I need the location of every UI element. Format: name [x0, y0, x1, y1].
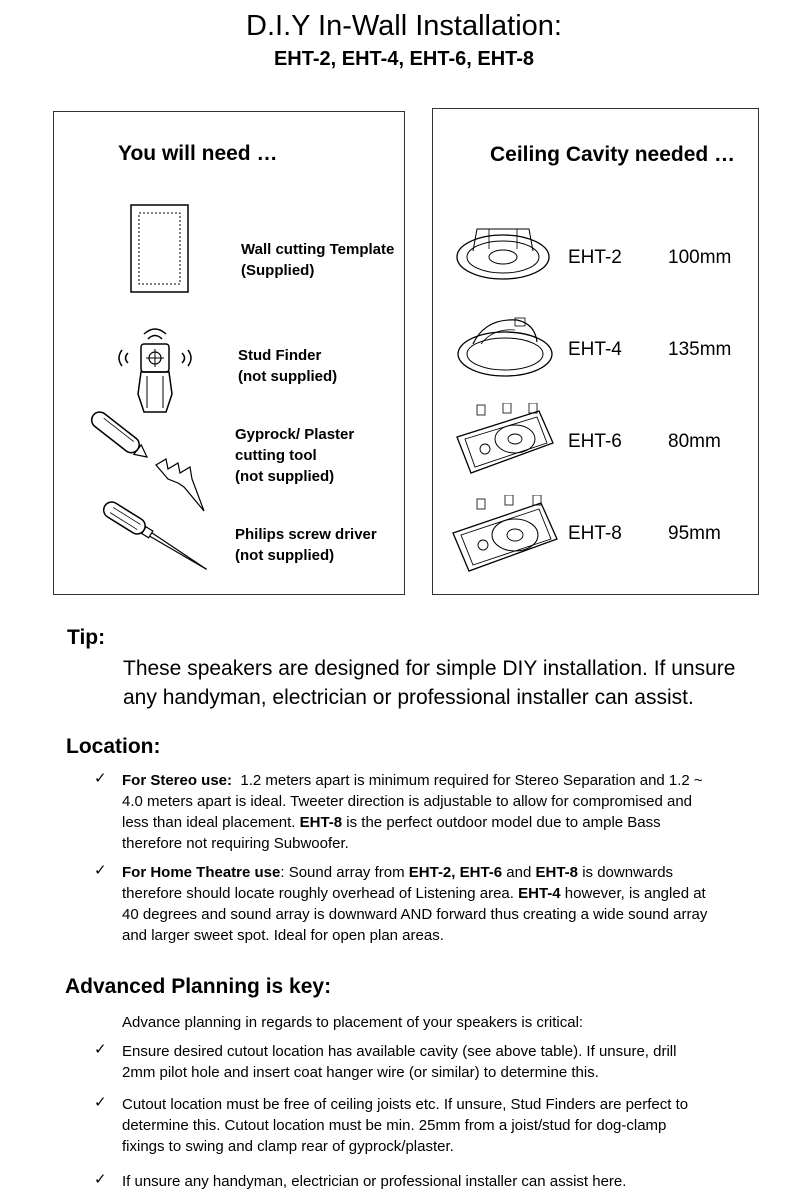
- cavity-model-eht8: EHT-8: [568, 523, 622, 544]
- you-will-need-heading: You will need …: [118, 142, 278, 165]
- page-subtitle: EHT-2, EHT-4, EHT-6, EHT-8: [273, 48, 535, 70]
- stereo-paragraph: For Stereo use: 1.2 meters apart is minimum required for Stereo Separation and 1.2 ~ 4.0 meters apart is ideal. Tweeter direction is adjustable to allow for compromised and less than ideal placement. EHT-8 is the perfect outdoor model due to ample Bass therefore not requiring Subwoofer.: [122, 772, 703, 852]
- cavity-depth-eht8: 95mm: [668, 523, 721, 544]
- check-icon: ✓: [94, 862, 107, 879]
- planning-bullet-3: If unsure any handyman, electrician or professional installer can assist here.: [122, 1173, 627, 1190]
- you-will-need-box: [53, 111, 405, 595]
- screwdriver-icon: [100, 497, 220, 587]
- page-title: D.I.Y In-Wall Installation:: [246, 10, 562, 42]
- need-item-plaster-tool: Gyprock/ Plaster cutting tool (not supplied): [235, 426, 355, 485]
- planning-heading: Advanced Planning is key:: [65, 975, 332, 998]
- check-icon: ✓: [94, 1094, 107, 1111]
- planning-intro: Advance planning in regards to placement of your speakers is critical:: [122, 1014, 584, 1031]
- cavity-depth-eht4: 135mm: [668, 339, 732, 360]
- planning-bullet-2: Cutout location must be free of ceiling joists etc. If unsure, Stud Finders are perfect to determine this. Cutout location must be min. 25mm from a joist/stud for dog-clamp fixings to swing and clamp rear of gyprock/plaster.: [122, 1096, 689, 1155]
- need-item-template: Wall cutting Template (Supplied): [241, 241, 395, 279]
- cavity-model-eht4: EHT-4: [568, 339, 622, 360]
- need-item-screwdriver: Philips screw driver (not supplied): [235, 526, 377, 564]
- tip-body: These speakers are designed for simple DIY installation. If unsure any handyman, electrician or professional installer can assist.: [123, 657, 736, 709]
- angled-round-speaker-icon: [455, 314, 555, 379]
- square-speaker-icon: [453, 403, 557, 478]
- tip-heading: Tip:: [67, 626, 106, 649]
- round-speaker-icon: [455, 221, 551, 283]
- ceiling-cavity-box: [432, 108, 759, 595]
- location-heading: Location:: [66, 735, 161, 758]
- check-icon: ✓: [94, 770, 107, 787]
- check-icon: ✓: [94, 1041, 107, 1058]
- ceiling-cavity-heading: Ceiling Cavity needed …: [490, 143, 736, 166]
- cavity-model-eht2: EHT-2: [568, 247, 622, 268]
- cavity-model-eht6: EHT-6: [568, 431, 622, 452]
- need-item-stud-finder: Stud Finder (not supplied): [238, 347, 338, 385]
- template-icon: [130, 204, 190, 294]
- planning-bullet-1: Ensure desired cutout location has available cavity (see above table). If unsure, drill 2mm pilot hole and insert coat hanger wire (or similar) to determine this.: [122, 1043, 677, 1081]
- square-speaker-icon: [449, 495, 561, 575]
- check-icon: ✓: [94, 1171, 107, 1188]
- cavity-depth-eht2: 100mm: [668, 247, 732, 268]
- cavity-depth-eht6: 80mm: [668, 431, 721, 452]
- theatre-paragraph: For Home Theatre use: Sound array from EHT-2, EHT-6 and EHT-8 is downwards therefore should locate roughly overhead of Listening area. EHT-4 however, is angled at 40 degrees and sound array is downward AND forward thus creating a wide sound array and larger sweet spot. Ideal for open plan areas.: [122, 864, 708, 944]
